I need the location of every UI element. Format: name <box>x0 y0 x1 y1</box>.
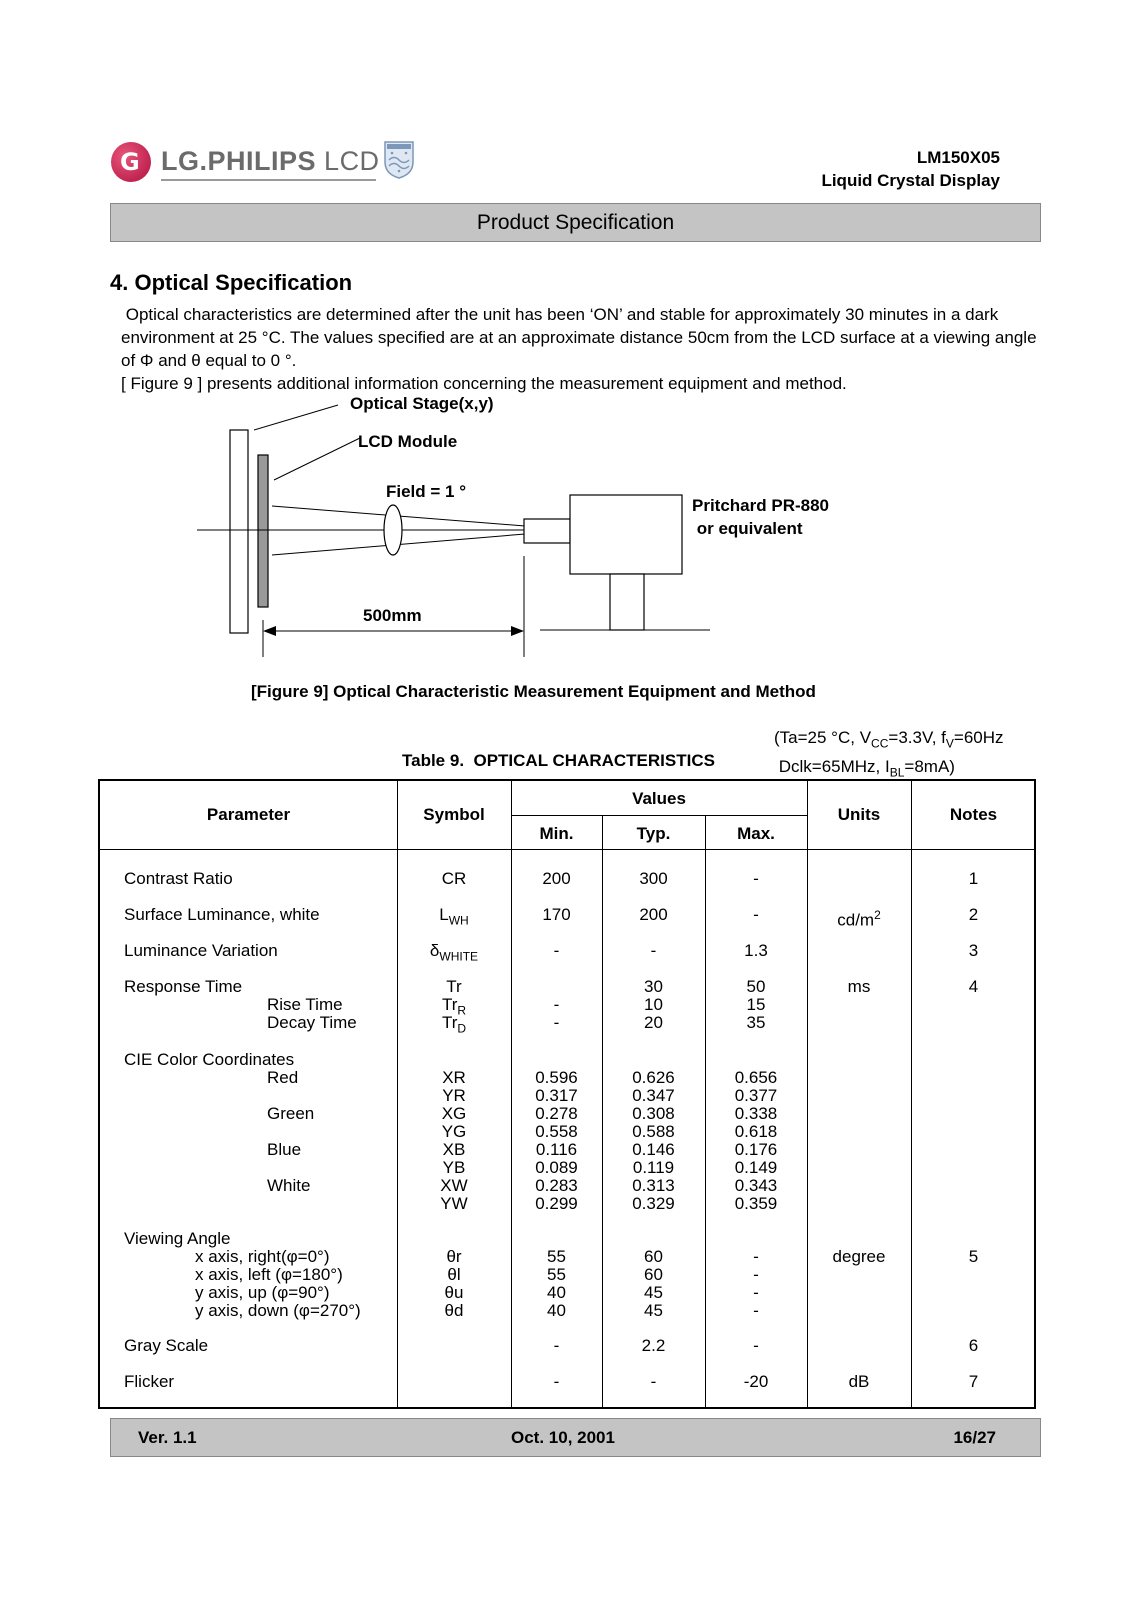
min-cell: 0.283 <box>535 1176 578 1195</box>
symbol-cell: θl <box>447 1265 461 1284</box>
sub-param-label: y axis, down (φ=270°) <box>195 1301 361 1320</box>
min-cell: 200 <box>542 869 571 888</box>
note-cell: 6 <box>968 1336 979 1355</box>
max-cell: 0.343 <box>734 1176 778 1195</box>
max-cell: 0.377 <box>734 1086 778 1105</box>
footer-date: Oct. 10, 2001 <box>511 1428 615 1447</box>
module-leader-line <box>274 438 360 480</box>
lg-logo-icon: G <box>111 142 151 182</box>
symbol-cell: θd <box>444 1301 464 1320</box>
typ-cell: 0.146 <box>632 1140 675 1159</box>
typ-cell: 60 <box>644 1247 663 1266</box>
symbol-cell: $Tr_D$ <box>441 1013 467 1036</box>
col-divider <box>807 781 808 1407</box>
field-label: Field = 1 ° <box>386 482 467 501</box>
sub-param-label: Green <box>267 1104 315 1123</box>
param-viewing: Viewing Angle <box>124 1229 231 1248</box>
param-flicker: Flicker <box>124 1372 175 1391</box>
measurement-diagram <box>190 398 950 673</box>
measurement-figure <box>190 394 950 673</box>
typ-cell: 45 <box>644 1283 663 1302</box>
typ-cell: 20 <box>644 1013 663 1032</box>
header-bottom-line <box>100 849 1034 850</box>
company-logo <box>111 136 421 186</box>
intro-text <box>121 303 1041 395</box>
symbol-cell: YR <box>442 1086 466 1105</box>
min-cell: 0.596 <box>535 1068 578 1087</box>
max-cell: - <box>753 1247 759 1266</box>
max-cell: 0.656 <box>734 1068 778 1087</box>
dimension-arrow-left <box>263 626 276 636</box>
unit-cell: degree <box>832 1247 886 1266</box>
header-typ: Typ. <box>636 824 671 843</box>
max-cell: 0.176 <box>734 1140 778 1159</box>
max-cell: 1.3 <box>744 941 768 960</box>
max-cell: - <box>753 1283 759 1302</box>
logo-wordmark: LG.PHILIPS LCD <box>161 146 380 176</box>
max-cell: 15 <box>746 995 766 1014</box>
max-cell: - <box>753 1336 759 1355</box>
param-contrast: Contrast Ratio <box>124 869 233 888</box>
device-label-equivalent: or equivalent <box>692 519 803 538</box>
unit-cell: $cd/m^2$ <box>837 908 881 930</box>
sub-param-label: Rise Time <box>267 995 343 1014</box>
section-title: 4. Optical Specification <box>110 270 353 295</box>
min-cell: - <box>553 1336 560 1355</box>
note-cell: 1 <box>968 869 979 888</box>
device-label: Pritchard PR-880 <box>692 496 829 515</box>
min-cell: 0.558 <box>535 1122 578 1141</box>
typ-cell: 0.119 <box>632 1158 675 1177</box>
footer-page-number: 16/27 <box>953 1428 996 1447</box>
sub-param-label: x axis, right(φ=0°) <box>195 1247 330 1266</box>
symbol-cell: XB <box>442 1140 466 1159</box>
min-cell: 0.278 <box>535 1104 578 1123</box>
device-body <box>570 495 682 574</box>
table-title: Table 9. OPTICAL CHARACTERISTICS <box>402 751 715 770</box>
min-cell: 55 <box>547 1265 566 1284</box>
product-type: Liquid Crystal Display <box>821 171 1000 190</box>
min-cell: 0.317 <box>535 1086 578 1105</box>
typ-cell: 0.626 <box>632 1068 675 1087</box>
max-cell: 50 <box>746 977 766 996</box>
model-number: LM150X05 <box>916 148 1000 167</box>
header-min: Min. <box>539 824 574 843</box>
symbol-cell: YW <box>440 1194 468 1213</box>
header-parameter: Parameter <box>206 805 291 824</box>
test-conditions-line-2: Dclk=65MHz, $I_{BL}=8mA$) <box>774 757 955 780</box>
figure-reference: [ Figure 9 ] presents additional information concerning the measurement equipment and method. <box>121 374 847 393</box>
min-cell: - <box>553 1372 560 1391</box>
header-max: Max. <box>737 824 775 843</box>
typ-cell: 30 <box>644 977 663 996</box>
symbol-cell: XR <box>442 1068 466 1087</box>
max-cell: - <box>753 1265 759 1284</box>
note-cell: 2 <box>968 905 979 924</box>
min-cell: 0.089 <box>535 1158 578 1177</box>
device-stand <box>610 574 644 630</box>
unit-cell: dB <box>848 1372 870 1391</box>
typ-cell: 60 <box>644 1265 663 1284</box>
header-values: Values <box>632 789 686 808</box>
symbol-cell: θu <box>444 1283 464 1302</box>
optical-stage-shape <box>230 430 248 633</box>
min-cell: 40 <box>547 1301 566 1320</box>
spec-banner: Product Specification <box>110 203 1041 242</box>
min-cell: 55 <box>547 1247 566 1266</box>
param-luminance: Surface Luminance, white <box>124 905 320 924</box>
symbol-cell: YG <box>441 1122 467 1141</box>
min-cell: - <box>553 1013 560 1032</box>
unit-cell: ms <box>847 977 871 996</box>
dimension-arrow-right <box>511 626 524 636</box>
typ-cell: 0.588 <box>632 1122 675 1141</box>
device-nozzle <box>524 519 570 543</box>
lens-shape <box>384 505 402 555</box>
max-cell: -20 <box>743 1372 769 1391</box>
max-cell: 35 <box>746 1013 766 1032</box>
sub-param-label: Red <box>267 1068 299 1087</box>
typ-cell: - <box>650 1372 657 1391</box>
values-header-divider <box>511 815 807 816</box>
test-conditions-line-1: (Ta=25 °C, $V_{CC}=3.3V$, $f_V=60Hz$ <box>774 728 1004 751</box>
param-response: Response Time <box>124 977 243 996</box>
header-notes: Notes <box>949 805 998 824</box>
typ-cell: 0.329 <box>632 1194 675 1213</box>
symbol-cell: θr <box>446 1247 462 1266</box>
max-cell: 0.338 <box>734 1104 778 1123</box>
logo-underline <box>161 179 376 181</box>
symbol-cell: YB <box>442 1158 466 1177</box>
typ-cell: - <box>650 941 657 960</box>
param-cie: CIE Color Coordinates <box>124 1050 295 1069</box>
min-cell: - <box>553 941 560 960</box>
symbol-cell: Tr <box>446 977 462 996</box>
distance-label: 500mm <box>363 606 422 625</box>
symbol-cell: $Tr_R$ <box>441 995 467 1018</box>
min-cell: 40 <box>547 1283 566 1302</box>
note-cell: 3 <box>968 941 979 960</box>
param-gray-scale: Gray Scale <box>124 1336 209 1355</box>
max-cell: - <box>753 1301 759 1320</box>
lcd-module-shape <box>258 455 268 607</box>
sub-param-label: White <box>267 1176 311 1195</box>
typ-cell: 0.308 <box>632 1104 675 1123</box>
optical-stage-label: Optical Stage(x,y) <box>350 394 494 413</box>
max-cell: 0.149 <box>734 1158 778 1177</box>
symbol-cell: CR <box>441 869 467 888</box>
document-model <box>821 146 1000 192</box>
typ-cell: 10 <box>644 995 663 1014</box>
symbol-cell: $\delta_{WHITE}$ <box>429 941 479 964</box>
symbol-cell: XG <box>441 1104 467 1123</box>
max-cell: - <box>753 869 759 888</box>
typ-cell: 45 <box>644 1301 663 1320</box>
philips-shield-icon <box>383 140 415 180</box>
min-cell: - <box>553 995 560 1014</box>
typ-cell: 0.313 <box>632 1176 675 1195</box>
stage-leader-line <box>254 405 338 430</box>
typ-cell: 200 <box>639 905 668 924</box>
param-variation: Luminance Variation <box>124 941 278 960</box>
symbol-cell: $L_{WH}$ <box>439 905 469 928</box>
max-cell: 0.359 <box>734 1194 778 1213</box>
note-cell: 4 <box>968 977 979 996</box>
sub-param-label: Blue <box>267 1140 302 1159</box>
sub-param-label: Decay Time <box>267 1013 357 1032</box>
intro-paragraph: Optical characteristics are determined after the unit has been ‘ON’ and stable for approximately 30 minutes in a dark environment at 25 °C. The values specified are at an approximate distance 50cm from the LCD surface at a viewing angle of Φ and θ equal to 0 °. <box>121 305 1042 370</box>
test-conditions <box>774 726 1004 785</box>
page-footer <box>110 1418 1041 1457</box>
sub-param-label: y axis, up (φ=90°) <box>195 1283 330 1302</box>
typ-cell: 0.347 <box>632 1086 675 1105</box>
min-cell: 0.116 <box>535 1140 578 1159</box>
min-cell: 0.299 <box>535 1194 578 1213</box>
optical-characteristics-table <box>98 779 1036 1409</box>
typ-cell: 2.2 <box>641 1336 666 1355</box>
figure-caption: [Figure 9] Optical Characteristic Measurement Equipment and Method <box>251 682 816 701</box>
max-cell: 0.618 <box>734 1122 778 1141</box>
min-cell: 170 <box>542 905 571 924</box>
note-cell: 5 <box>968 1247 979 1266</box>
header-symbol: Symbol <box>423 805 485 824</box>
header-units: Units <box>837 805 881 824</box>
typ-cell: 300 <box>639 869 668 888</box>
sub-param-label: x axis, left (φ=180°) <box>195 1265 343 1284</box>
note-cell: 7 <box>968 1372 979 1391</box>
lcd-module-label: LCD Module <box>358 432 458 451</box>
symbol-cell: XW <box>440 1176 468 1195</box>
footer-version: Ver. 1.1 <box>138 1428 197 1447</box>
max-cell: - <box>753 905 759 924</box>
